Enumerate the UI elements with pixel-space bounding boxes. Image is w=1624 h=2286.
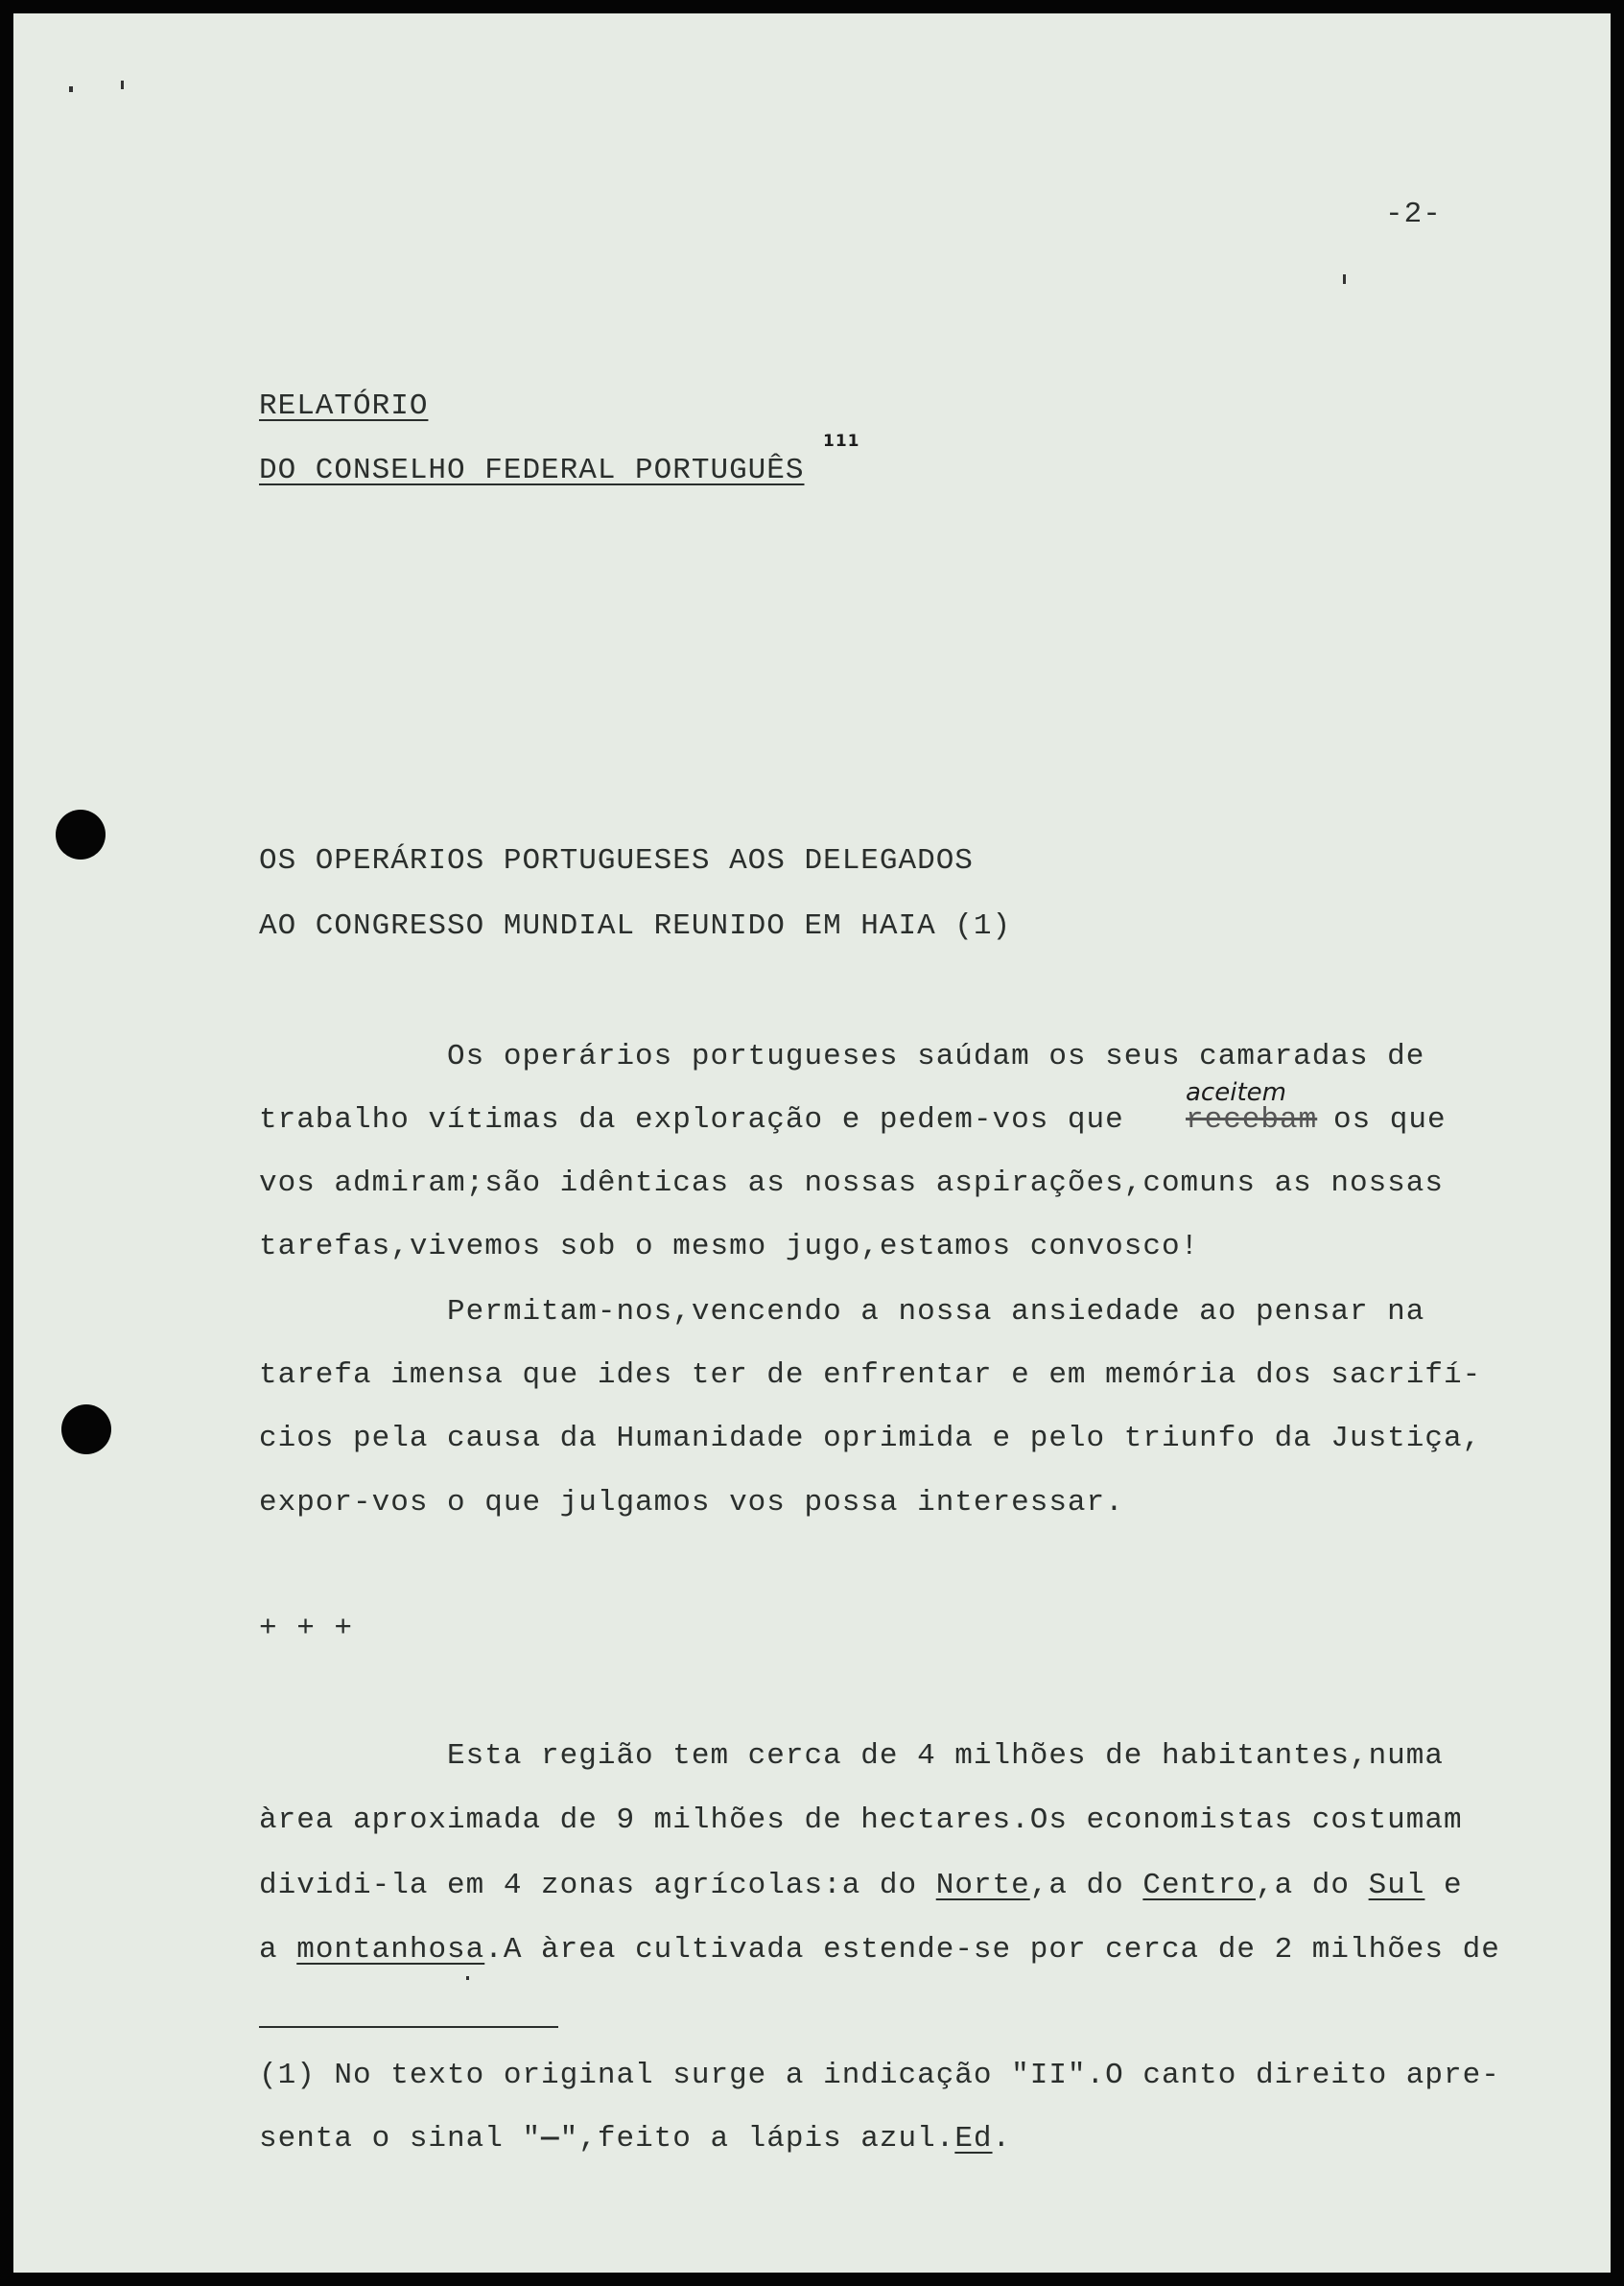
- punch-hole: [56, 810, 106, 860]
- text-run: senta o sinal ": [259, 2122, 542, 2156]
- underlined-word: montanhosa: [296, 1933, 485, 1967]
- paragraph-line: [259, 1931, 1500, 1969]
- struck-word: recebam: [1186, 1103, 1318, 1137]
- page-number: -2-: [1385, 198, 1442, 231]
- paragraph-line: tarefas,vivemos sob o mesmo jugo,estamos convosco!: [259, 1230, 1200, 1263]
- stray-mark: [1343, 274, 1346, 284]
- report-subtitle: DO CONSELHO FEDERAL PORTUGUÊS: [259, 454, 805, 487]
- paragraph-line: àrea aproximada de 9 milhões de hectares.Os economistas costumam: [259, 1803, 1463, 1837]
- paragraph-line: cios pela causa da Humanidade oprimida e pelo triunfo da Justiça,: [259, 1422, 1482, 1455]
- text-run: e: [1424, 1869, 1463, 1902]
- paragraph-line: trabalho vítimas da exploração e pedem-vos que: [259, 1103, 1124, 1137]
- paragraph-line: vos admiram;são idênticas as nossas aspirações,comuns as nossas: [259, 1167, 1444, 1200]
- paragraph-line: Os operários portugueses saúdam os seus camaradas de: [259, 1040, 1425, 1073]
- text-run: ,a do: [1255, 1869, 1369, 1902]
- section-separator: + + +: [259, 1612, 354, 1645]
- text-run: ,a do: [1029, 1869, 1143, 1902]
- handwritten-insertion: aceitem: [1186, 1078, 1286, 1107]
- marginal-annotation: 111: [823, 432, 860, 451]
- footnote-line: [259, 2120, 1011, 2158]
- paragraph-line: [259, 1867, 1463, 1905]
- text-run: ",feito a lápis azul.: [559, 2122, 955, 2156]
- punch-hole: [61, 1404, 111, 1454]
- paragraph-line: tarefa imensa que ides ter de enfrentar e em memória dos sacrifí-: [259, 1358, 1482, 1392]
- footnote-line: (1) No texto original surge a indicação "II".O canto direito apre-: [259, 2059, 1500, 2092]
- dash-symbol: —: [541, 2122, 560, 2156]
- corner-mark: [69, 86, 73, 92]
- section-heading-line: AO CONGRESSO MUNDIAL REUNIDO EM HAIA (1): [259, 909, 1012, 943]
- stray-mark: [466, 1976, 469, 1980]
- corner-mark: [121, 81, 124, 89]
- underlined-word: Sul: [1368, 1869, 1425, 1902]
- editor-mark: Ed: [954, 2122, 993, 2156]
- text-run: a: [259, 1933, 297, 1967]
- underlined-word: Norte: [935, 1869, 1030, 1902]
- footnote-rule: [259, 2026, 558, 2028]
- text-run: .A àrea cultivada estende-se por cerca de 2 milhões de: [484, 1933, 1500, 1967]
- document-page: [13, 13, 1611, 2273]
- underlined-word: Centro: [1142, 1869, 1256, 1902]
- paragraph-line: Esta região tem cerca de 4 milhões de habitantes,numa: [259, 1739, 1444, 1773]
- section-heading-line: OS OPERÁRIOS PORTUGUESES AOS DELEGADOS: [259, 844, 974, 878]
- text-run: dividi-la em 4 zonas agrícolas:a do: [259, 1869, 936, 1902]
- report-title: RELATÓRIO: [259, 389, 429, 423]
- paragraph-line: Permitam-nos,vencendo a nossa ansiedade ao pensar na: [259, 1295, 1425, 1329]
- text-run: .: [992, 2122, 1012, 2156]
- paragraph-line: expor-vos o que julgamos vos possa interessar.: [259, 1486, 1124, 1520]
- paragraph-line-end: os que: [1333, 1103, 1447, 1137]
